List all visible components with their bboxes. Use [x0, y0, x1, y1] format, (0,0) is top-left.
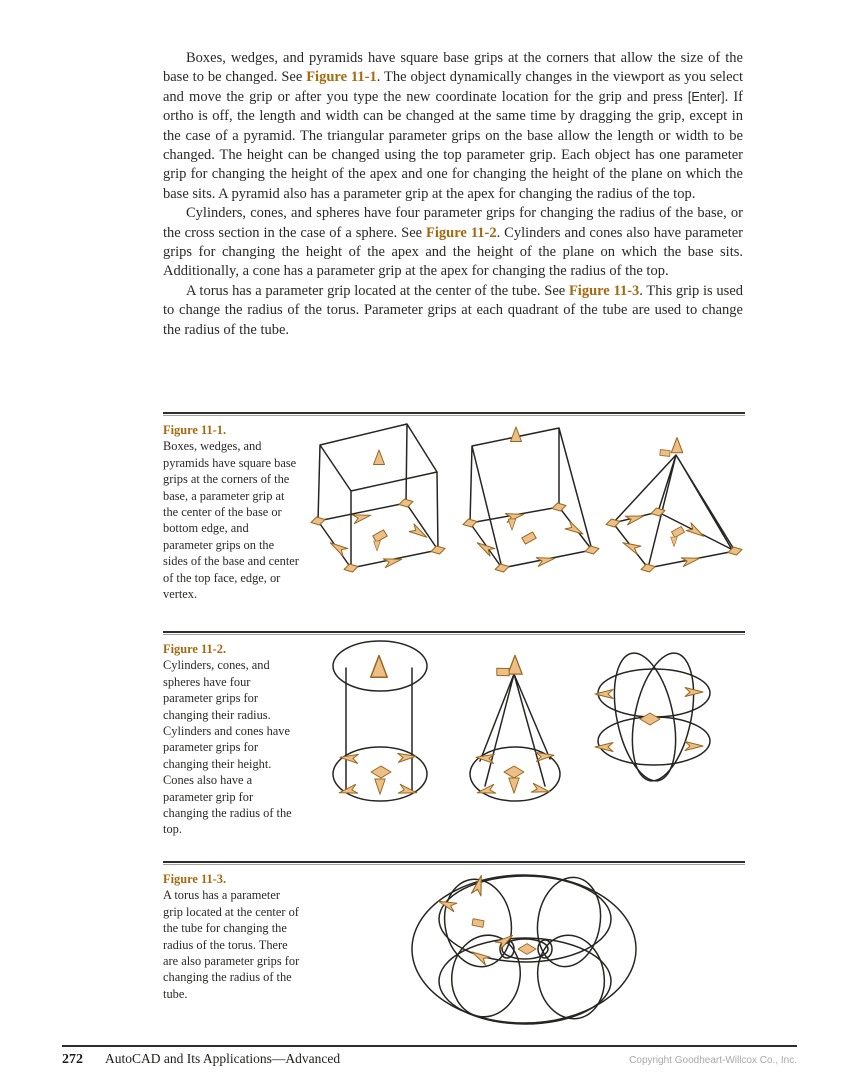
page-number: 272 — [62, 1052, 83, 1067]
grip-base-center — [671, 526, 686, 538]
grip-apex — [508, 655, 522, 674]
grip-base-down — [671, 537, 678, 547]
grip-plane-down — [508, 519, 516, 530]
grip-base-center — [521, 531, 537, 544]
figure-11-2-label: Figure 11-2. — [163, 642, 227, 656]
grip-height — [371, 656, 388, 678]
paragraph-2: Cylinders, cones, and spheres have four parameter grips for changing the radius of the base, or the cross section in the case of a sphere. See Figure 11-2. Cylinders and cones also have parameter grips for changing the height of the apex and the height of the plane on which the base sits. Additionally, a cone has a parameter grip at the apex for changing the radius of the top. — [163, 205, 743, 280]
figure-11-2-drawing — [300, 639, 745, 854]
grip-corner — [552, 503, 566, 511]
figure-11-3-caption — [163, 865, 300, 1002]
grip-base-diamond — [371, 766, 391, 778]
figure-11-3-label: Figure 11-3. — [163, 872, 227, 886]
grip-edge-arrow — [625, 512, 645, 525]
grip-corner — [431, 546, 445, 554]
grip-apex-radius — [658, 447, 671, 458]
paragraph-3: A torus has a parameter grip located at the center of the tube. See Figure 11-3. This grip is used to change the radius of the torus. Parameter grips at each quadrant of the tube are used to change the radius of the tube. — [163, 282, 744, 338]
grip-edge-arrow — [686, 523, 706, 540]
sphere-wireframe — [595, 648, 710, 787]
grip-corner — [311, 517, 325, 525]
cylinder-wireframe — [333, 641, 427, 801]
book-title: AutoCAD and Its Applications—Advanced — [105, 1051, 341, 1066]
pyramid-wireframe — [606, 438, 742, 572]
grip-corner — [585, 546, 599, 554]
figure-rule — [163, 631, 745, 633]
footer-rule — [62, 1045, 797, 1047]
wedge-wireframe — [463, 427, 599, 572]
box-wireframe — [311, 424, 445, 572]
cone-wireframe — [470, 655, 560, 801]
grip-apex-radius — [495, 665, 511, 678]
grip-base-down — [374, 541, 381, 551]
figure-11-3-drawing — [300, 867, 745, 1039]
grip-center-diamond — [640, 713, 660, 725]
grip-radius — [685, 742, 703, 751]
copyright-notice: Copyright Goodheart-Willcox Co., Inc. — [629, 1055, 797, 1066]
grip-corner — [463, 519, 477, 527]
grip-radius — [531, 783, 551, 796]
grip-edge-arrow — [328, 539, 348, 556]
grip-base-diamond — [504, 766, 524, 778]
grip-plane-down — [509, 778, 519, 793]
grip-torus-radius-diamond — [518, 944, 536, 955]
figure-11-3-block — [163, 861, 745, 1039]
page-footer — [62, 1045, 797, 1068]
grip-corner — [641, 564, 655, 572]
grip-tube-radius — [470, 948, 490, 965]
grip-edge-arrow — [565, 521, 585, 538]
grip-corner — [344, 564, 358, 572]
figure-11-1-label: Figure 11-1. — [163, 423, 227, 437]
grip-corner — [399, 499, 413, 507]
figure-rule — [163, 861, 745, 863]
figure-rule — [163, 412, 745, 414]
grip-radius — [398, 752, 417, 763]
figure-11-1-caption — [163, 416, 300, 602]
figure-11-1-block — [163, 412, 745, 619]
grip-tube-radius — [470, 916, 485, 929]
grip-corner — [606, 519, 620, 527]
figure-11-2-caption — [163, 635, 300, 838]
grip-radius — [536, 751, 555, 762]
grip-top-face — [374, 450, 385, 465]
grip-plane-down — [375, 779, 385, 794]
grip-apex — [671, 438, 683, 453]
grip-top-edge — [511, 427, 522, 442]
grip-base-center — [372, 529, 388, 542]
grip-corner — [495, 564, 509, 572]
figure-11-2-caption-text: Cylinders, cones, and spheres have four parameter grips for changing their radius. Cylinders and cones have parameter grips for changing their height. Cones also have a parameter grip for changing the radius of the top. — [163, 658, 292, 837]
figure-11-3-caption-text: A torus has a parameter grip located at the center of the tube for changing the radius of the torus. There are also parameter grips for changing the radius of the tube. — [163, 888, 300, 1001]
figure-11-1-caption-text: Boxes, wedges, and pyramids have square base grips at the corners of the base, a parameter grip at the center of the base or bottom edge, and parameter grips on the sides of the base and center of the top face, edge, or vertex. — [163, 439, 299, 602]
body-text — [163, 49, 743, 340]
grip-radius — [338, 784, 358, 797]
paragraph-1: Boxes, wedges, and pyramids have square base grips at the corners that allow the size of the base to be changed. See Figure 11-1. The object dynamically changes in the viewport as you select and move the grip or after you type the new coordinate location for the grip and press [Enter]. If ortho is off, the length and width can be changed at the same time by dragging the grip, except in the case of a pyramid. The triangular parameter grips on the base allow the length or width to be changed. The height can be changed using the top parameter grip. Each object has one parameter grip for changing the height of the apex and one for changing the height of the plane on which the base sits. A pyramid also has a parameter grip at the apex for changing the radius of the top. — [163, 50, 743, 202]
grip-edge-arrow — [621, 539, 641, 555]
figure-11-1-drawing — [300, 419, 745, 619]
figure-11-2-block — [163, 631, 745, 854]
torus-wireframe — [412, 872, 636, 1024]
